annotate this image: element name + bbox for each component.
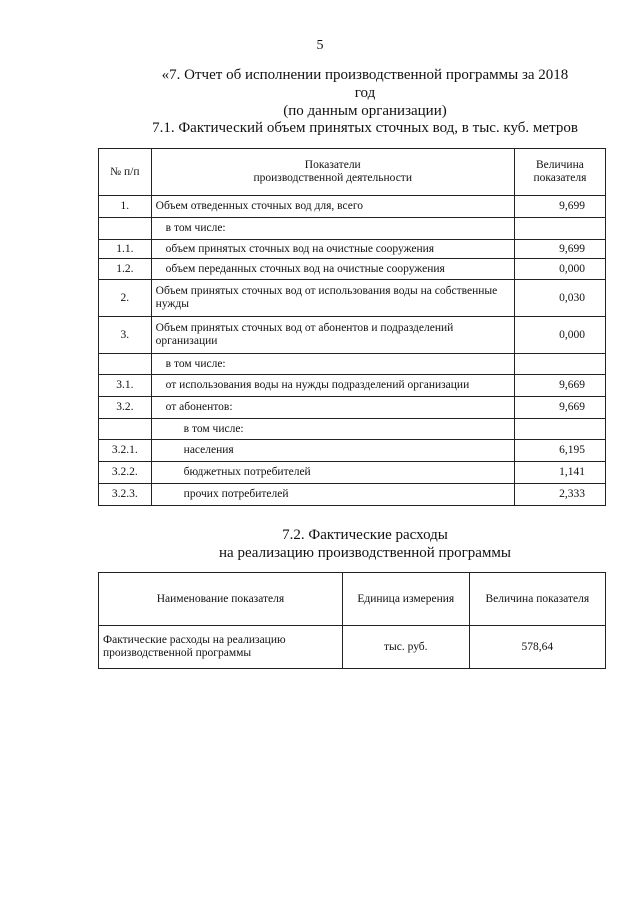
section2-title-line1: 7.2. Фактические расходы	[282, 527, 448, 543]
row-name: прочих потребителей	[151, 484, 514, 506]
row-num: 3.2.	[99, 397, 152, 419]
row-value	[514, 354, 605, 375]
report-heading-line2: (по данным организации)	[283, 103, 447, 119]
table-row	[99, 397, 606, 419]
row-num: 1.2.	[99, 259, 152, 280]
row-name: от абонентов:	[151, 397, 514, 419]
row-value: 0,000	[514, 259, 605, 280]
row-value: 9,699	[514, 240, 605, 259]
section2-title-line2: на реализацию производственной программы	[219, 545, 511, 561]
table1-header-name-line2: производственной деятельности	[253, 172, 412, 184]
row-num: 2.	[99, 280, 152, 317]
row-value	[514, 419, 605, 440]
table-row	[99, 626, 606, 669]
row-name: Объем отведенных сточных вод для, всего	[151, 196, 514, 218]
table2-header-row	[99, 573, 606, 626]
row-value: 9,669	[514, 375, 605, 397]
table2-header-value: Величина показателя	[469, 573, 605, 626]
table-row	[99, 354, 606, 375]
expense-name: Фактические расходы на реализацию производственной программы	[99, 626, 343, 669]
table-row	[99, 196, 606, 218]
section1-title: 7.1. Фактический объем принятых сточных вод, в тыс. куб. метров	[152, 120, 578, 136]
section2-title	[150, 526, 580, 562]
table1-header-row	[99, 149, 606, 196]
table-row	[99, 462, 606, 484]
table2-header-name: Наименование показателя	[99, 573, 343, 626]
row-value: 2,333	[514, 484, 605, 506]
row-name: Объем принятых сточных вод от использования воды на собственные нужды	[151, 280, 514, 317]
page-number: 5	[316, 38, 324, 53]
row-name: в том числе:	[151, 419, 514, 440]
row-num: 3.1.	[99, 375, 152, 397]
row-value: 0,000	[514, 317, 605, 354]
row-name: объем принятых сточных вод на очистные сооружения	[151, 240, 514, 259]
table2-header-unit: Единица измерения	[342, 573, 469, 626]
row-name: в том числе:	[151, 354, 514, 375]
row-name: в том числе:	[151, 218, 514, 240]
table-row	[99, 218, 606, 240]
row-name: Объем принятых сточных вод от абонентов и подразделений организации	[151, 317, 514, 354]
table-row	[99, 317, 606, 354]
row-num: 3.2.2.	[99, 462, 152, 484]
row-num	[99, 218, 152, 240]
row-name: населения	[151, 440, 514, 462]
table-row	[99, 419, 606, 440]
row-num: 1.1.	[99, 240, 152, 259]
row-num: 3.2.1.	[99, 440, 152, 462]
table-row	[99, 240, 606, 259]
table-row	[99, 484, 606, 506]
table1-header-value-line1: Величина	[535, 159, 584, 171]
row-value: 1,141	[514, 462, 605, 484]
table-row	[99, 375, 606, 397]
row-value: 9,699	[514, 196, 605, 218]
row-num	[99, 419, 152, 440]
table-row	[99, 440, 606, 462]
row-name: бюджетных потребителей	[151, 462, 514, 484]
report-heading	[150, 66, 580, 120]
row-num: 3.2.3.	[99, 484, 152, 506]
table1-header-value	[514, 149, 605, 196]
row-name: от использования воды на нужды подразделений организации	[151, 375, 514, 397]
table-row	[99, 280, 606, 317]
table1-header-name	[151, 149, 514, 196]
row-num: 1.	[99, 196, 152, 218]
row-num: 3.	[99, 317, 152, 354]
wastewater-volume-table	[98, 148, 606, 506]
expense-value: 578,64	[469, 626, 605, 669]
row-value	[514, 218, 605, 240]
expenses-table	[98, 572, 606, 669]
row-value: 6,195	[514, 440, 605, 462]
table1-header-num: № п/п	[99, 149, 152, 196]
row-name: объем переданных сточных вод на очистные сооружения	[151, 259, 514, 280]
report-heading-line1: «7. Отчет об исполнении производственной программы за 2018 год	[161, 67, 569, 101]
row-value: 0,030	[514, 280, 605, 317]
row-value: 9,669	[514, 397, 605, 419]
table1-header-name-line1: Показатели	[304, 159, 361, 171]
expense-unit: тыс. руб.	[342, 626, 469, 669]
table1-header-value-line2: показателя	[533, 172, 587, 184]
row-num	[99, 354, 152, 375]
table-row	[99, 259, 606, 280]
